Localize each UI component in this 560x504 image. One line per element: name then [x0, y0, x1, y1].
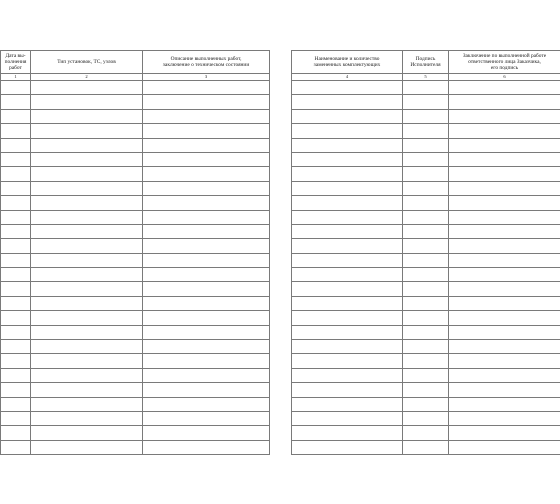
blank-row — [292, 224, 560, 238]
blank-cell — [31, 368, 143, 382]
blank-cell — [1, 426, 31, 440]
blank-cell — [1, 411, 31, 425]
blank-cell — [449, 95, 560, 109]
blank-cell — [403, 325, 449, 339]
blank-cell — [403, 383, 449, 397]
blank-cell — [1, 138, 31, 152]
column-number-3: 3 — [143, 74, 270, 81]
blank-row — [1, 397, 270, 411]
blank-row — [292, 152, 560, 166]
blank-row — [1, 152, 270, 166]
right-blank-rows — [292, 81, 560, 455]
blank-cell — [31, 224, 143, 238]
blank-cell — [31, 138, 143, 152]
blank-cell — [403, 167, 449, 181]
blank-row — [1, 268, 270, 282]
blank-cell — [449, 138, 560, 152]
blank-row — [1, 124, 270, 138]
blank-row — [292, 196, 560, 210]
column-number-6: 6 — [449, 74, 560, 81]
blank-cell — [403, 224, 449, 238]
blank-cell — [143, 239, 270, 253]
blank-cell — [143, 383, 270, 397]
blank-cell — [1, 181, 31, 195]
blank-cell — [143, 81, 270, 95]
blank-row — [292, 210, 560, 224]
blank-cell — [1, 296, 31, 310]
blank-cell — [449, 268, 560, 282]
blank-cell — [292, 296, 403, 310]
blank-cell — [403, 411, 449, 425]
blank-cell — [292, 354, 403, 368]
blank-row — [1, 354, 270, 368]
blank-row — [292, 311, 560, 325]
blank-row — [1, 138, 270, 152]
blank-row — [1, 296, 270, 310]
blank-cell — [31, 325, 143, 339]
blank-cell — [143, 282, 270, 296]
blank-cell — [31, 124, 143, 138]
blank-cell — [143, 426, 270, 440]
blank-row — [292, 354, 560, 368]
blank-cell — [292, 268, 403, 282]
blank-row — [292, 124, 560, 138]
blank-cell — [449, 224, 560, 238]
blank-cell — [403, 152, 449, 166]
blank-cell — [449, 239, 560, 253]
blank-cell — [292, 340, 403, 354]
blank-cell — [403, 440, 449, 454]
blank-cell — [31, 181, 143, 195]
blank-cell — [31, 411, 143, 425]
blank-cell — [143, 95, 270, 109]
blank-cell — [449, 411, 560, 425]
blank-cell — [1, 210, 31, 224]
blank-cell — [292, 411, 403, 425]
blank-row — [292, 109, 560, 123]
blank-cell — [31, 210, 143, 224]
blank-cell — [292, 196, 403, 210]
blank-cell — [31, 282, 143, 296]
blank-row — [1, 383, 270, 397]
blank-cell — [31, 167, 143, 181]
blank-row — [1, 167, 270, 181]
blank-cell — [31, 354, 143, 368]
blank-row — [292, 296, 560, 310]
blank-cell — [449, 311, 560, 325]
blank-cell — [1, 383, 31, 397]
blank-cell — [143, 354, 270, 368]
blank-row — [292, 81, 560, 95]
column-number-4: 4 — [292, 74, 403, 81]
blank-cell — [143, 224, 270, 238]
blank-cell — [403, 354, 449, 368]
blank-cell — [143, 368, 270, 382]
blank-cell — [143, 268, 270, 282]
blank-cell — [292, 253, 403, 267]
header-replaced-parts: Наименование и количество замененных комплектующих — [292, 51, 403, 74]
blank-cell — [449, 253, 560, 267]
blank-row — [292, 340, 560, 354]
left-blank-rows — [1, 81, 270, 455]
blank-cell — [292, 224, 403, 238]
blank-cell — [1, 311, 31, 325]
blank-cell — [449, 181, 560, 195]
blank-cell — [143, 311, 270, 325]
blank-cell — [31, 239, 143, 253]
blank-row — [292, 95, 560, 109]
blank-cell — [403, 282, 449, 296]
blank-cell — [1, 196, 31, 210]
blank-cell — [143, 124, 270, 138]
column-number-2: 2 — [31, 74, 143, 81]
blank-row — [1, 282, 270, 296]
blank-row — [1, 368, 270, 382]
blank-cell — [31, 440, 143, 454]
blank-cell — [449, 210, 560, 224]
header-work-description: Описание выполненных работ, заключение о техническом состоянии — [143, 51, 270, 74]
blank-cell — [292, 210, 403, 224]
blank-cell — [143, 109, 270, 123]
blank-cell — [403, 196, 449, 210]
blank-cell — [403, 109, 449, 123]
blank-cell — [403, 426, 449, 440]
blank-cell — [143, 296, 270, 310]
header-row — [292, 51, 560, 74]
blank-row — [292, 253, 560, 267]
blank-row — [292, 368, 560, 382]
blank-cell — [403, 210, 449, 224]
blank-row — [292, 440, 560, 454]
blank-cell — [31, 109, 143, 123]
blank-cell — [143, 253, 270, 267]
blank-row — [1, 224, 270, 238]
blank-cell — [31, 397, 143, 411]
blank-cell — [449, 282, 560, 296]
blank-cell — [403, 95, 449, 109]
header-date: Дата вы- полнения работ — [1, 51, 31, 74]
blank-cell — [449, 167, 560, 181]
blank-cell — [1, 152, 31, 166]
header-row — [1, 51, 270, 74]
blank-cell — [143, 440, 270, 454]
header-executor-signature: Подпись Исполнителя — [403, 51, 449, 74]
blank-cell — [143, 181, 270, 195]
blank-cell — [403, 268, 449, 282]
column-number-row — [1, 74, 270, 81]
blank-cell — [403, 368, 449, 382]
blank-cell — [143, 411, 270, 425]
blank-cell — [31, 253, 143, 267]
blank-cell — [143, 167, 270, 181]
blank-cell — [292, 368, 403, 382]
blank-row — [292, 181, 560, 195]
blank-cell — [292, 124, 403, 138]
blank-cell — [1, 368, 31, 382]
blank-cell — [449, 124, 560, 138]
blank-cell — [1, 354, 31, 368]
blank-row — [1, 109, 270, 123]
blank-cell — [292, 282, 403, 296]
blank-row — [1, 311, 270, 325]
blank-cell — [31, 81, 143, 95]
blank-row — [292, 325, 560, 339]
blank-row — [292, 426, 560, 440]
blank-row — [1, 325, 270, 339]
blank-cell — [403, 253, 449, 267]
blank-cell — [292, 81, 403, 95]
blank-cell — [292, 311, 403, 325]
blank-cell — [1, 440, 31, 454]
blank-cell — [143, 397, 270, 411]
column-number-5: 5 — [403, 74, 449, 81]
blank-cell — [31, 152, 143, 166]
blank-cell — [449, 196, 560, 210]
blank-cell — [31, 196, 143, 210]
blank-cell — [1, 224, 31, 238]
blank-cell — [449, 109, 560, 123]
blank-row — [1, 196, 270, 210]
blank-row — [292, 397, 560, 411]
header-customer-conclusion: Заключение по выполненной работе ответственного лица Заказчика, его подпись — [449, 51, 560, 74]
blank-cell — [31, 268, 143, 282]
blank-cell — [31, 296, 143, 310]
blank-cell — [449, 340, 560, 354]
blank-row — [292, 268, 560, 282]
blank-row — [292, 282, 560, 296]
blank-cell — [31, 383, 143, 397]
blank-cell — [449, 152, 560, 166]
blank-cell — [292, 383, 403, 397]
blank-cell — [1, 109, 31, 123]
blank-cell — [143, 325, 270, 339]
blank-cell — [1, 282, 31, 296]
blank-row — [292, 383, 560, 397]
blank-cell — [1, 268, 31, 282]
blank-row — [1, 95, 270, 109]
blank-cell — [449, 368, 560, 382]
blank-row — [1, 340, 270, 354]
blank-cell — [449, 81, 560, 95]
blank-cell — [31, 426, 143, 440]
blank-cell — [403, 138, 449, 152]
blank-cell — [449, 440, 560, 454]
blank-cell — [292, 426, 403, 440]
blank-cell — [449, 426, 560, 440]
blank-cell — [1, 124, 31, 138]
blank-cell — [292, 440, 403, 454]
blank-row — [1, 411, 270, 425]
blank-cell — [403, 239, 449, 253]
blank-row — [1, 210, 270, 224]
blank-cell — [292, 109, 403, 123]
blank-cell — [143, 152, 270, 166]
blank-cell — [1, 81, 31, 95]
blank-cell — [292, 152, 403, 166]
blank-cell — [403, 81, 449, 95]
blank-row — [1, 440, 270, 454]
blank-cell — [449, 383, 560, 397]
blank-cell — [1, 167, 31, 181]
blank-cell — [292, 95, 403, 109]
blank-cell — [143, 340, 270, 354]
blank-cell — [292, 325, 403, 339]
blank-row — [1, 253, 270, 267]
blank-cell — [292, 138, 403, 152]
blank-row — [292, 167, 560, 181]
blank-cell — [1, 239, 31, 253]
blank-cell — [403, 311, 449, 325]
blank-cell — [403, 181, 449, 195]
blank-cell — [1, 325, 31, 339]
blank-row — [1, 81, 270, 95]
blank-cell — [31, 340, 143, 354]
blank-cell — [31, 95, 143, 109]
blank-cell — [449, 354, 560, 368]
blank-cell — [403, 397, 449, 411]
blank-cell — [143, 138, 270, 152]
right-log-table — [291, 50, 560, 455]
blank-row — [292, 411, 560, 425]
blank-cell — [143, 196, 270, 210]
blank-cell — [403, 296, 449, 310]
blank-cell — [449, 296, 560, 310]
blank-cell — [292, 239, 403, 253]
column-number-1: 1 — [1, 74, 31, 81]
blank-cell — [1, 340, 31, 354]
blank-row — [292, 138, 560, 152]
blank-cell — [1, 397, 31, 411]
blank-row — [1, 426, 270, 440]
blank-cell — [1, 95, 31, 109]
column-number-row — [292, 74, 560, 81]
blank-cell — [449, 397, 560, 411]
blank-cell — [1, 253, 31, 267]
blank-cell — [292, 397, 403, 411]
blank-row — [1, 181, 270, 195]
blank-cell — [292, 181, 403, 195]
blank-cell — [143, 210, 270, 224]
blank-cell — [403, 124, 449, 138]
header-unit-type: Тип установок, ТС, узлов — [31, 51, 143, 74]
blank-cell — [292, 167, 403, 181]
blank-row — [1, 239, 270, 253]
blank-cell — [403, 340, 449, 354]
blank-cell — [31, 311, 143, 325]
left-log-table — [0, 50, 270, 455]
blank-cell — [449, 325, 560, 339]
blank-row — [292, 239, 560, 253]
